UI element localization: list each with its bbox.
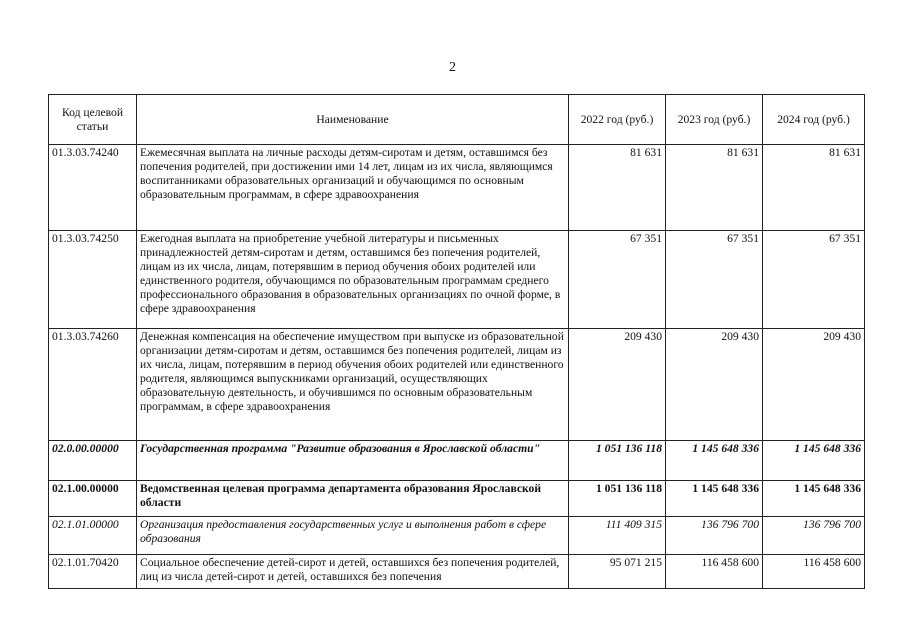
table-row xyxy=(49,329,865,441)
row-code: 02.0.00.00000 xyxy=(49,441,137,481)
table-row xyxy=(49,145,865,231)
budget-table xyxy=(48,94,865,589)
table-row xyxy=(49,441,865,481)
row-value-2023: 116 458 600 xyxy=(666,555,763,589)
header-name: Наименование xyxy=(137,95,569,145)
table-header-row xyxy=(49,95,865,145)
row-name: Ведомственная целевая программа департамента образования Ярославской области xyxy=(137,481,569,517)
row-value-2024: 67 351 xyxy=(763,231,865,329)
header-code: Код целевой статьи xyxy=(49,95,137,145)
row-value-2024: 1 145 648 336 xyxy=(763,481,865,517)
header-year-2022: 2022 год (руб.) xyxy=(569,95,666,145)
row-name: Государственная программа "Развитие образования в Ярославской области" xyxy=(137,441,569,481)
row-value-2023: 136 796 700 xyxy=(666,517,763,555)
row-value-2022: 81 631 xyxy=(569,145,666,231)
row-value-2022: 209 430 xyxy=(569,329,666,441)
row-name: Организация предоставления государственных услуг и выполнения работ в сфере образования xyxy=(137,517,569,555)
row-value-2023: 67 351 xyxy=(666,231,763,329)
table-row xyxy=(49,555,865,589)
table-row xyxy=(49,231,865,329)
row-value-2024: 209 430 xyxy=(763,329,865,441)
row-code: 01.3.03.74250 xyxy=(49,231,137,329)
row-value-2022: 95 071 215 xyxy=(569,555,666,589)
row-value-2024: 1 145 648 336 xyxy=(763,441,865,481)
row-name: Социальное обеспечение детей-сирот и детей, оставшихся без попечения родителей, лиц из числа детей-сирот и детей, оставшихся без попечения xyxy=(137,555,569,589)
row-value-2024: 136 796 700 xyxy=(763,517,865,555)
row-value-2023: 1 145 648 336 xyxy=(666,441,763,481)
row-name: Денежная компенсация на обеспечение имуществом при выпуске из образовательной организации детям-сиротам и детям, оставшимся без попечения родителей, лицам из их числа, лицам, потерявшим в период обучения обоих родителей или единственного родителя, являющимся выпускниками организаций, осуществляющих образовательную деятельность, и обучившимся по основным образовательным программам, в сфере здравоохранения xyxy=(137,329,569,441)
row-value-2024: 81 631 xyxy=(763,145,865,231)
row-name: Ежемесячная выплата на личные расходы детям-сиротам и детям, оставшимся без попечения родителей, при достижении ими 14 лет, лицам из их числа, являющимся воспитанниками образовательных организаций и обучающимся по основным образовательным программам, в сфере здравоохранения xyxy=(137,145,569,231)
row-code: 01.3.03.74260 xyxy=(49,329,137,441)
table-row xyxy=(49,517,865,555)
row-value-2022: 111 409 315 xyxy=(569,517,666,555)
header-year-2023: 2023 год (руб.) xyxy=(666,95,763,145)
row-code: 02.1.01.70420 xyxy=(49,555,137,589)
row-value-2023: 81 631 xyxy=(666,145,763,231)
row-value-2023: 209 430 xyxy=(666,329,763,441)
table-row xyxy=(49,481,865,517)
row-value-2022: 1 051 136 118 xyxy=(569,441,666,481)
header-year-2024: 2024 год (руб.) xyxy=(763,95,865,145)
row-code: 02.1.00.00000 xyxy=(49,481,137,517)
row-value-2023: 1 145 648 336 xyxy=(666,481,763,517)
row-name: Ежегодная выплата на приобретение учебной литературы и письменных принадлежностей детям-сиротам и детям, оставшимся без попечения родителей, лицам из их числа, лицам, потерявшим в период обучения обоих родителей или единственного родителя, обучающимся по образовательным программам среднего профессионального образования в образовательных организациях по очной форме, в сфере здравоохранения xyxy=(137,231,569,329)
row-value-2022: 1 051 136 118 xyxy=(569,481,666,517)
row-value-2022: 67 351 xyxy=(569,231,666,329)
row-code: 02.1.01.00000 xyxy=(49,517,137,555)
page-number: 2 xyxy=(449,60,456,75)
row-value-2024: 116 458 600 xyxy=(763,555,865,589)
row-code: 01.3.03.74240 xyxy=(49,145,137,231)
